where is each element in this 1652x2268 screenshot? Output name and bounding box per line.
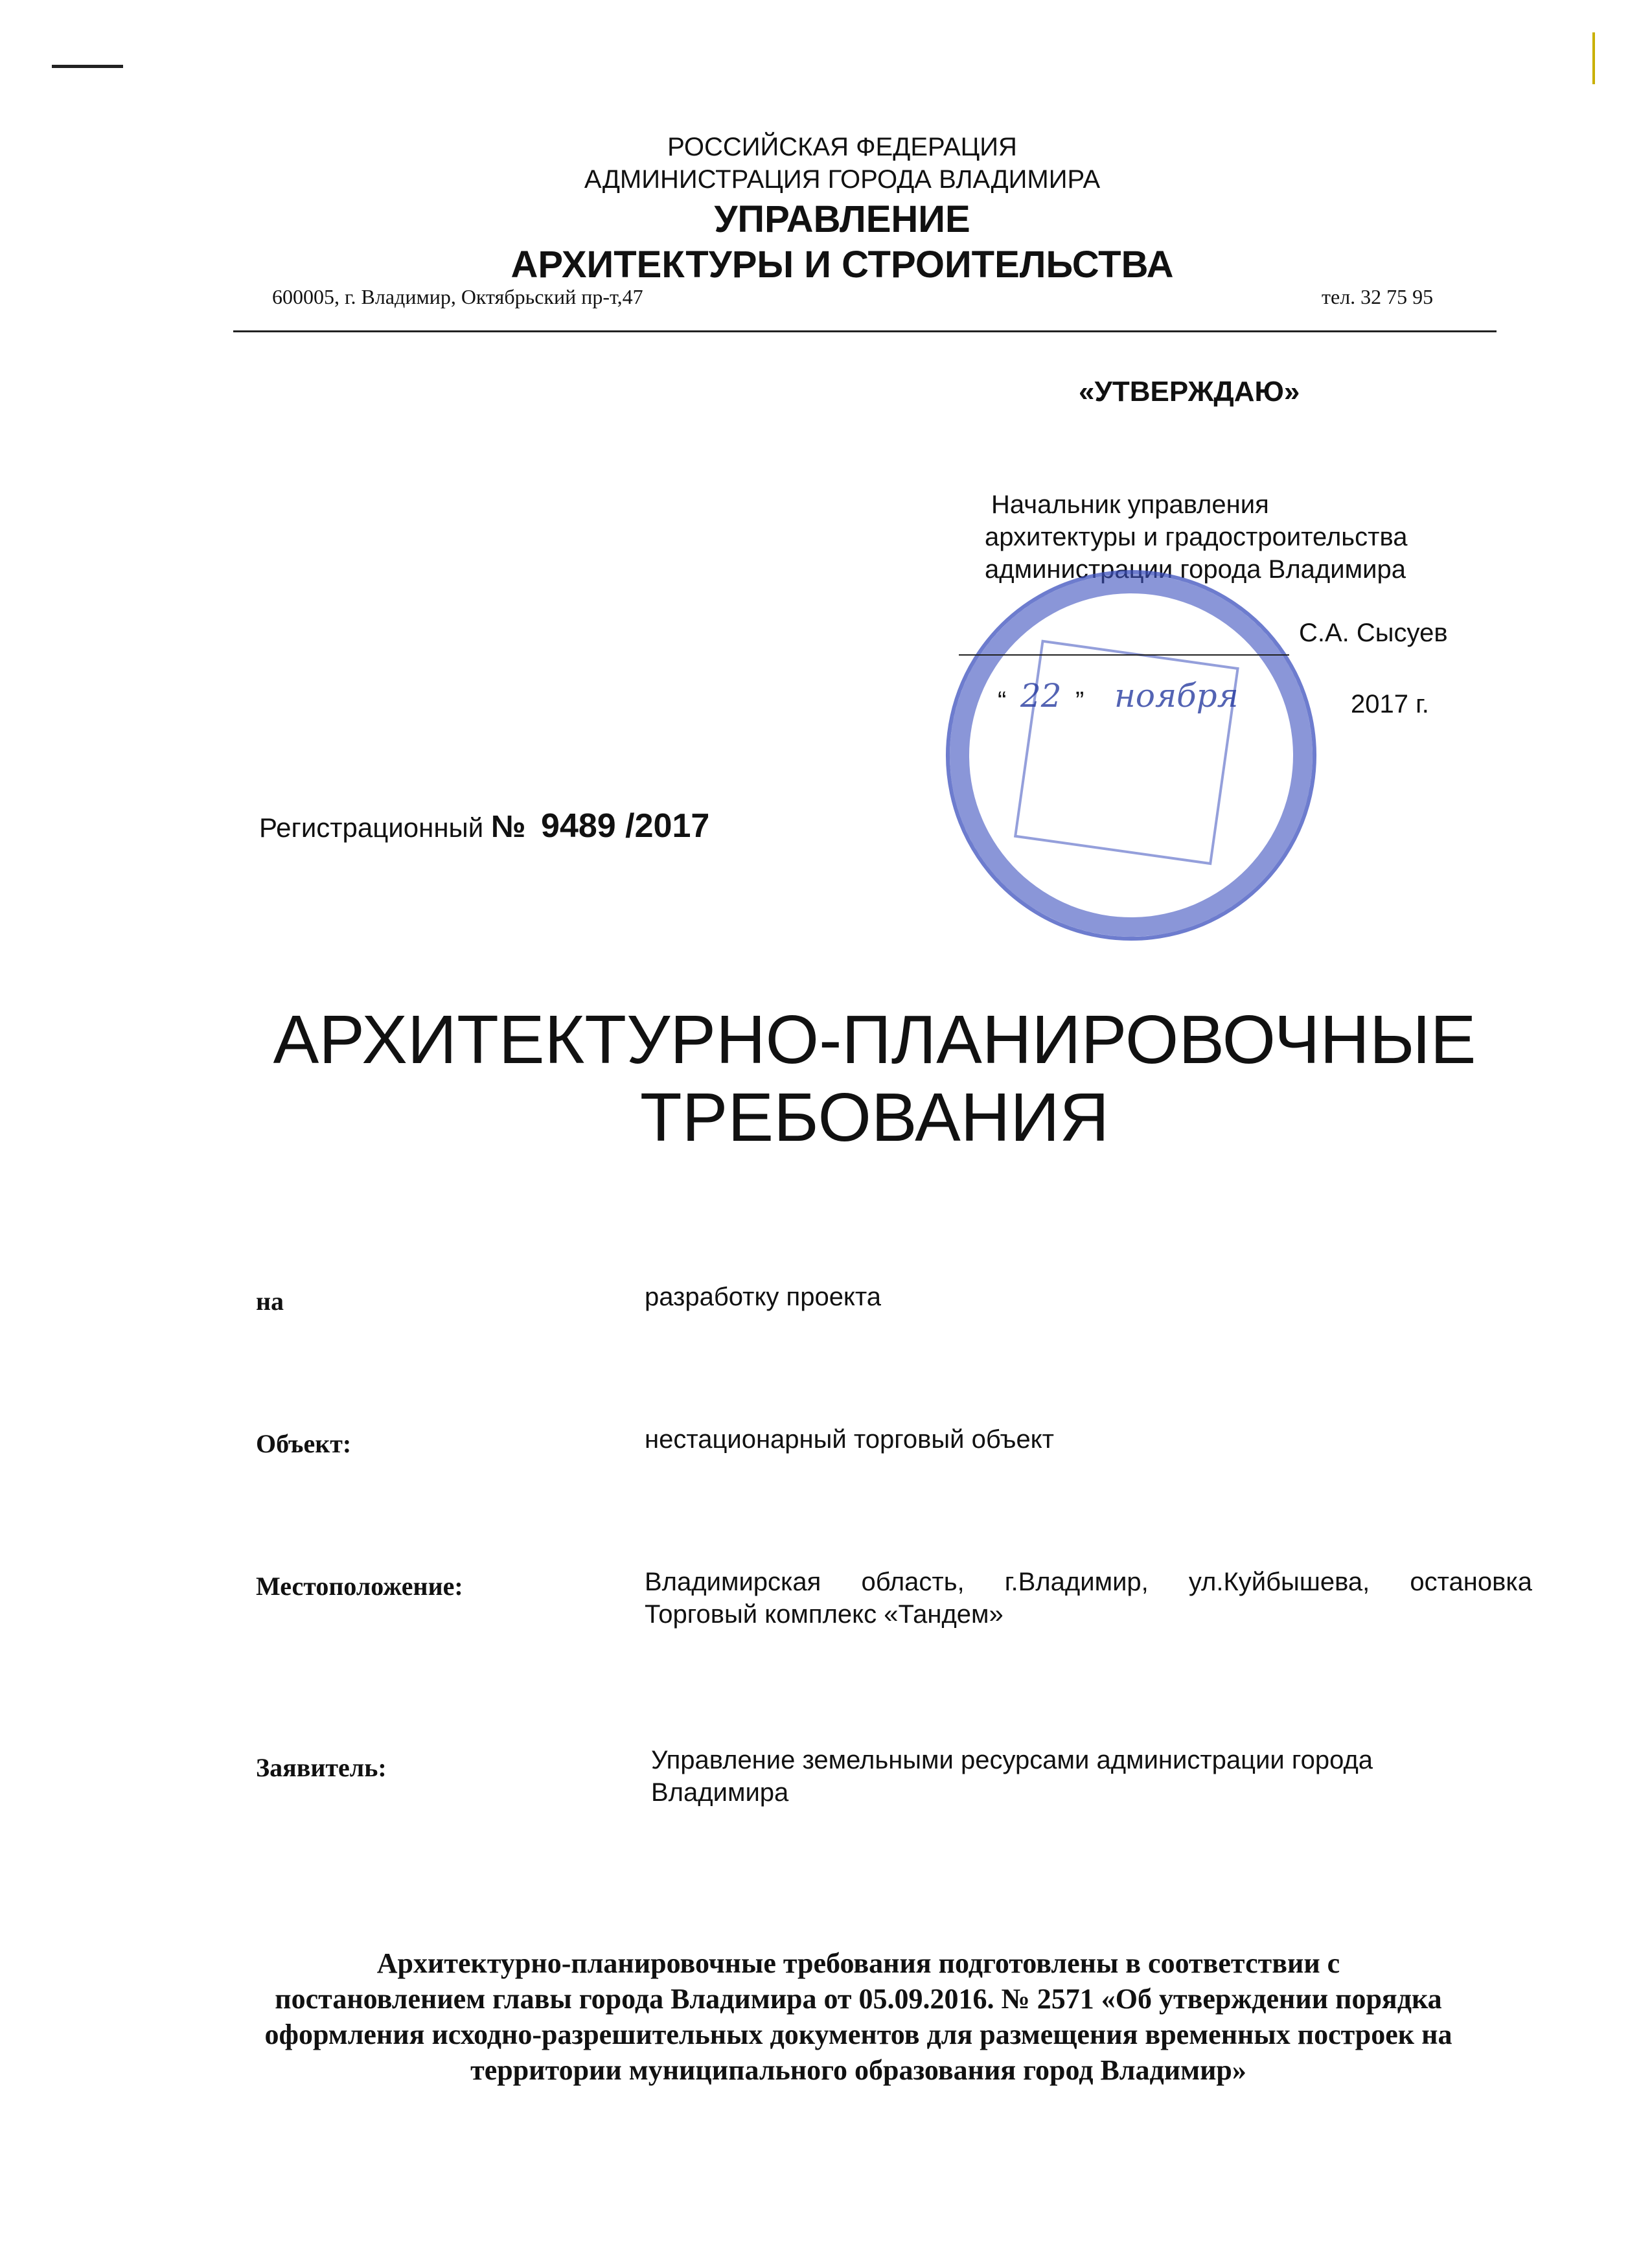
footer-line3: оформления исходно-разрешительных документов для размещения временных построек на bbox=[264, 2019, 1452, 2050]
applicant-label: Заявитель: bbox=[256, 1753, 387, 1782]
applicant-value-line2: Владимира bbox=[651, 1778, 789, 1807]
approval-date-month: ноября bbox=[1114, 677, 1239, 715]
location-street: ул.Куйбышева, bbox=[1188, 1568, 1370, 1596]
approver-position-line1: Начальник управления bbox=[991, 490, 1269, 519]
corner-mark bbox=[52, 65, 123, 68]
object-label: Объект: bbox=[256, 1429, 352, 1458]
footer-line4: территории муниципального образования город Владимир» bbox=[470, 2054, 1246, 2086]
footer-line2: постановлением главы города Владимира от 05.09.2016. № 2571 «Об утверждении порядка bbox=[275, 1983, 1442, 2015]
header-administration: АДМИНИСТРАЦИЯ ГОРОДА ВЛАДИМИРА bbox=[584, 165, 1101, 194]
header-department-line1: УПРАВЛЕНИЕ bbox=[714, 198, 970, 240]
approval-date-open-quote: “ bbox=[998, 687, 1007, 715]
applicant-value-line1: Управление земельными ресурсами администрации города bbox=[651, 1746, 1373, 1774]
approval-date-close-quote: ” bbox=[1075, 687, 1084, 715]
registration bbox=[259, 807, 709, 845]
signature-line bbox=[959, 654, 1289, 656]
approval-date-year: 2017 г. bbox=[1351, 690, 1429, 718]
footer-line1: Архитектурно-планировочные требования подготовлены в соответствии с bbox=[376, 1947, 1340, 1979]
approver-position-line3: администрации города Владимира bbox=[985, 555, 1406, 584]
document-title-line2: ТРЕБОВАНИЯ bbox=[639, 1079, 1110, 1156]
location-label: Местоположение: bbox=[256, 1572, 463, 1601]
approval-date-day: 22 bbox=[1020, 677, 1062, 715]
location-value-line2: Торговый комплекс «Тандем» bbox=[645, 1600, 1004, 1629]
signer-name: С.А. Сысуев bbox=[1299, 619, 1448, 647]
header-department-line2: АРХИТЕКТУРЫ И СТРОИТЕЛЬСТВА bbox=[511, 244, 1174, 286]
approver-position-line2: архитектуры и градостроительства bbox=[985, 523, 1408, 551]
approve-heading: «УТВЕРЖДАЮ» bbox=[1079, 376, 1300, 407]
location-stop: остановка bbox=[1410, 1568, 1532, 1596]
header-phone: тел. 32 75 95 bbox=[1322, 285, 1434, 308]
registration-number: 9489 /2017 bbox=[541, 807, 710, 845]
official-seal bbox=[912, 536, 1351, 975]
location-region-type: область, bbox=[861, 1568, 965, 1596]
header-country: РОССИЙСКАЯ ФЕДЕРАЦИЯ bbox=[667, 133, 1017, 161]
purpose-label: на bbox=[256, 1287, 284, 1316]
object-value: нестационарный торговый объект bbox=[645, 1425, 1054, 1454]
header-address: 600005, г. Владимир, Октябрьский пр-т,47 bbox=[272, 285, 643, 308]
document-title-line1: АРХИТЕКТУРНО-ПЛАНИРОВОЧНЫЕ bbox=[273, 1002, 1476, 1078]
corner-stroke bbox=[1592, 32, 1595, 84]
location-city: г.Владимир, bbox=[1004, 1568, 1149, 1596]
seal-emblem bbox=[1014, 639, 1239, 865]
purpose-value: разработку проекта bbox=[645, 1283, 881, 1311]
header-divider bbox=[233, 330, 1497, 332]
registration-number-sign: № bbox=[490, 810, 526, 844]
registration-label: Регистрационный bbox=[259, 812, 484, 843]
location-value-line1 bbox=[645, 1568, 1532, 1597]
location-region: Владимирская bbox=[645, 1568, 821, 1596]
